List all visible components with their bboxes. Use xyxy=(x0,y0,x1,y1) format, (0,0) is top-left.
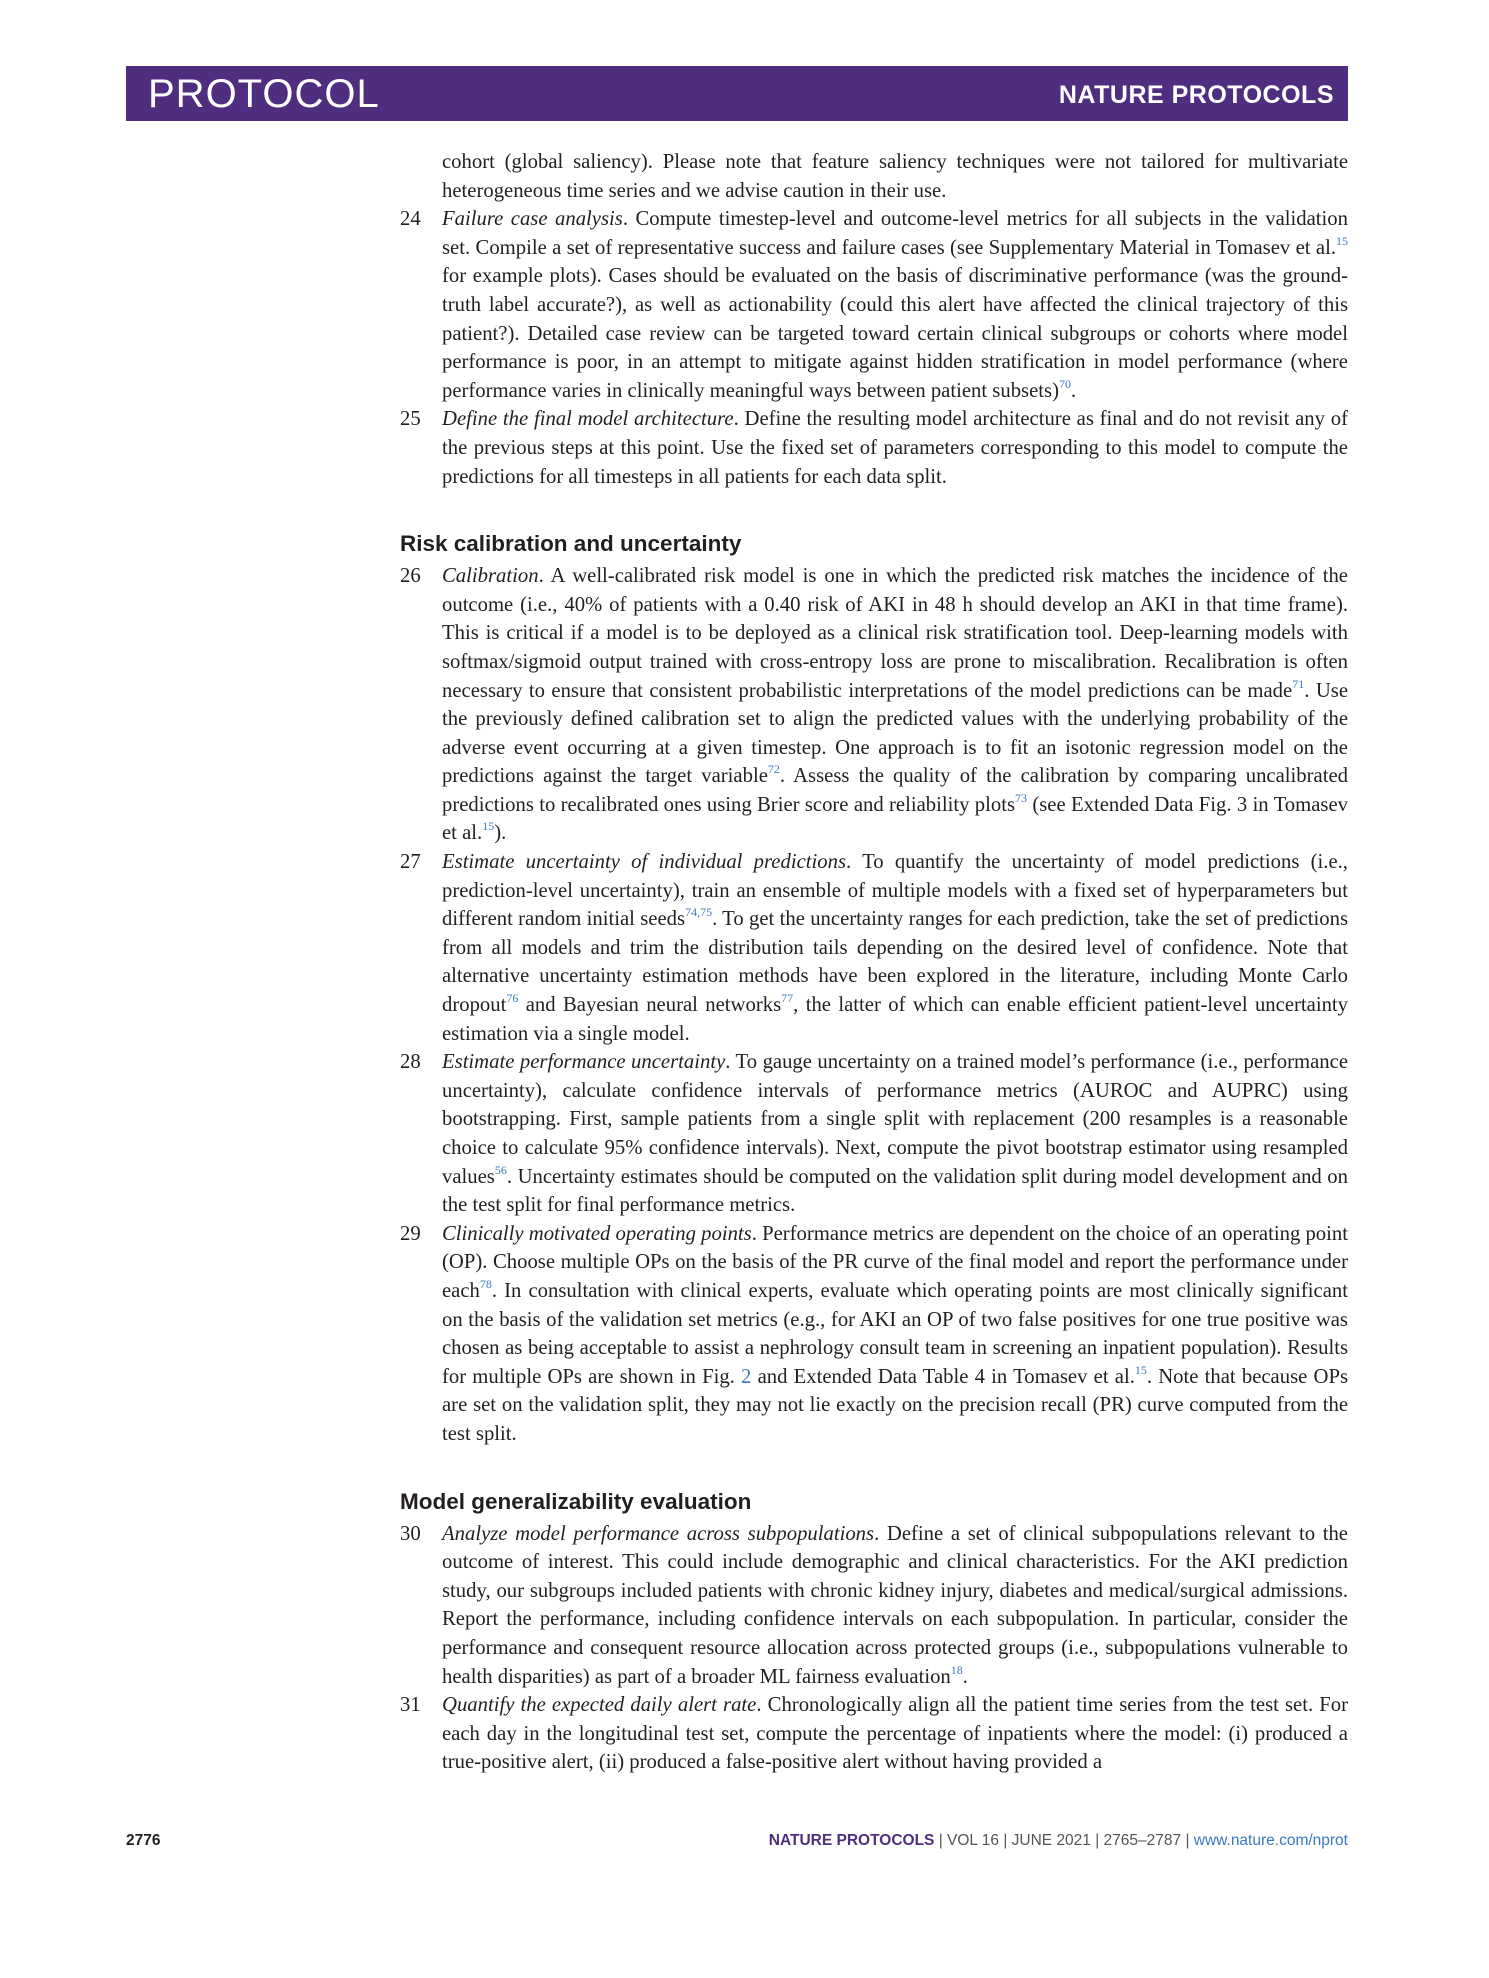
journal-name: NATURE PROTOCOLS xyxy=(1058,81,1334,109)
step-title: Estimate uncertainty of individual predictions xyxy=(442,851,846,874)
reference-link[interactable]: 15 xyxy=(482,819,495,834)
step-text: . Define a set of clinical subpopulations relevant to the outcome of interest. This could include demographic and clinical characteristics. For the AKI prediction study, our subgroups included patients with chronic kidney injury, diabetes and medical/surgical admissions. Report the performance, including confidence intervals on each subpopulation. In particular, consider the performance and consequent resource allocation across protected groups (i.e., subpopulations vulnerable to health disparities) as part of a broader ML fairness evaluation xyxy=(442,1522,1348,1688)
step-number: 26 xyxy=(400,565,421,588)
reference-link[interactable]: 73 xyxy=(1015,790,1028,805)
reference-link[interactable]: 74,75 xyxy=(685,905,713,920)
step-text: and Extended Data Table 4 in Tomasev et al. xyxy=(751,1365,1135,1388)
step-title: Define the final model architecture xyxy=(442,408,734,431)
step-text: . In consultation with clinical experts, evaluate which operating points are most clinically significant on the basis of the validation set metrics (e.g., for AKI an OP of two false positives for one true positive was chosen as being acceptable to assist a nephrology consult team in screening an inpatient population). Results for multiple OPs are shown in Fig. xyxy=(442,1279,1348,1388)
section-label: PROTOCOL xyxy=(148,72,380,116)
step-number: 28 xyxy=(400,1051,421,1074)
step-text: and Bayesian neural networks xyxy=(518,994,782,1017)
reference-link[interactable]: 70 xyxy=(1058,376,1071,391)
reference-link[interactable]: 72 xyxy=(767,762,780,777)
step-text: . To gauge uncertainty on a trained model’s performance (i.e., performance uncertainty), calculate confidence intervals of performance metrics (AUROC and AUPRC) using bootstrapping. First, sample patients from a single split with replacement (200 resamples is a reasonable choice to calculate 95% confidence intervals). Next, compute the pivot bootstrap estimator using resampled values xyxy=(442,1051,1348,1188)
step-text: . To quantify the uncertainty of model predictions (i.e., prediction-level uncertainty), train an ensemble of multiple models with a fixed set of hyperparameters but different random initial seeds xyxy=(442,851,1348,931)
step-text: , the latter of which can enable efficient patient-level uncertainty estimation via a single model. xyxy=(442,994,1349,1045)
step-text: . Compute timestep-level and outcome-level metrics for all subjects in the validation set. Compile a set of representative success and failure cases (see Supplementary Material in Tomasev et al. xyxy=(442,208,1348,259)
footer-url-link[interactable]: www.nature.com/nprot xyxy=(1193,1832,1348,1849)
step-title: Clinically motivated operating points xyxy=(442,1222,752,1245)
step-number: 25 xyxy=(400,408,421,431)
footer-volume: | VOL 16 | JUNE 2021 | 2765–2787 | xyxy=(934,1832,1194,1849)
step-number: 29 xyxy=(400,1222,421,1245)
step-26 xyxy=(400,562,1348,848)
step-text: . Define the resulting model architecture as final and do not revisit any of the previous steps at this point. Use the fixed set of parameters corresponding to this model to compute the predictions for all timesteps in all patients for each data split. xyxy=(442,408,1348,488)
figure-link[interactable]: 2 xyxy=(741,1365,752,1388)
reference-link[interactable]: 15 xyxy=(1134,1362,1147,1377)
reference-link[interactable]: 71 xyxy=(1292,676,1305,691)
reference-link[interactable]: 78 xyxy=(479,1276,492,1291)
step-title: Quantify the expected daily alert rate xyxy=(442,1694,757,1717)
step-text: (see Extended Data Fig. 3 in Tomasev et al. xyxy=(442,793,1348,845)
step-text: . Chronologically align all the patient time series from the test set. For each day in the longitudinal test set, compute the percentage of inpatients where the model: (i) produced a true-positive alert, (ii) produced a false-positive alert without having provided a xyxy=(442,1694,1348,1774)
reference-link[interactable]: 56 xyxy=(494,1162,507,1177)
intro-continuation: cohort (global saliency). Please note that feature saliency techniques were not tailored for multivariate heterogeneous time series and we advise caution in their use. xyxy=(442,151,1348,202)
reference-link[interactable]: 76 xyxy=(506,991,519,1006)
step-31 xyxy=(400,1691,1348,1777)
reference-link[interactable]: 77 xyxy=(781,991,794,1006)
step-text: . Performance metrics are dependent on the choice of an operating point (OP). Choose multiple OPs on the basis of the PR curve of the final model and report the performance under each xyxy=(442,1222,1348,1302)
step-29 xyxy=(400,1220,1348,1449)
step-text: . Note that because OPs are set on the validation split, they may not lie exactly on the precision recall (PR) curve computed from the test split. xyxy=(442,1365,1348,1445)
page-number: 2776 xyxy=(126,1832,161,1849)
step-30 xyxy=(400,1520,1348,1692)
step-text: . xyxy=(962,1665,968,1688)
step-number: 31 xyxy=(400,1694,421,1717)
step-number: 24 xyxy=(400,208,421,231)
step-text: . To get the uncertainty ranges for each prediction, take the set of predictions from all models and trim the distribution tails depending on the desired level of confidence. Note that alternative uncertainty estimation methods have been explored in the literature, including Monte Carlo dropout xyxy=(442,908,1348,1017)
step-27 xyxy=(400,848,1348,1048)
step-text: . Uncertainty estimates should be computed on the validation split during model development and on the test split for final performance metrics. xyxy=(442,1165,1348,1217)
main-text xyxy=(400,148,1348,1777)
step-number: 30 xyxy=(400,1522,421,1545)
step-title: Estimate performance uncertainty xyxy=(442,1051,726,1074)
section-heading-risk-calibration: Risk calibration and uncertainty xyxy=(400,531,742,557)
step-text: . A well-calibrated risk model is one in which the predicted risk matches the incidence of the outcome (i.e., 40% of patients with a 0.40 risk of AKI in 48 h should develop an AKI in that time frame). This is critical if a model is to be deployed as a clinical risk stratification tool. Deep-learning models with softmax/sigmoid output trained with cross-entropy loss are prone to miscalibration. Recalibration is often necessary to ensure that consistent probabilistic interpretations of the model predictions can be made xyxy=(442,565,1348,702)
step-24 xyxy=(400,205,1348,405)
step-text: . Assess the quality of the calibration by comparing uncalibrated predictions to recalibrated ones using Brier score and reliability plots xyxy=(442,765,1348,816)
footer-journal: NATURE PROTOCOLS xyxy=(768,1832,935,1849)
step-text: . xyxy=(1070,379,1077,402)
step-title: Analyze model performance across subpopulations xyxy=(442,1522,875,1545)
footer-citation xyxy=(769,1832,1348,1850)
step-title: Calibration xyxy=(442,565,539,588)
header-banner xyxy=(126,66,1348,121)
step-28 xyxy=(400,1048,1348,1220)
step-25 xyxy=(400,405,1348,491)
step-text: for example plots). Cases should be evaluated on the basis of discriminative performance (was the ground-truth label accurate?), as well as actionability (could this alert have affected the clinical trajectory of this patient?). Detailed case review can be targeted toward certain clinical subgroups or cohorts where model performance is poor, in an attempt to mitigate against hidden stratification in model performance (where performance varies in clinically meaningful ways between patient subsets) xyxy=(442,265,1348,402)
reference-link[interactable]: 15 xyxy=(1336,233,1348,248)
reference-link[interactable]: 18 xyxy=(950,1662,963,1677)
step-number: 27 xyxy=(400,851,421,874)
step-text: ). xyxy=(494,822,507,845)
step-text: . Use the previously defined calibration set to align the predicted values with the underlying probability of the adverse event occurring at a given timestep. One approach is to fit an isotonic regression model on the predictions against the target variable xyxy=(442,679,1348,788)
section-heading-generalizability: Model generalizability evaluation xyxy=(400,1488,752,1514)
step-title: Failure case analysis xyxy=(442,208,623,231)
